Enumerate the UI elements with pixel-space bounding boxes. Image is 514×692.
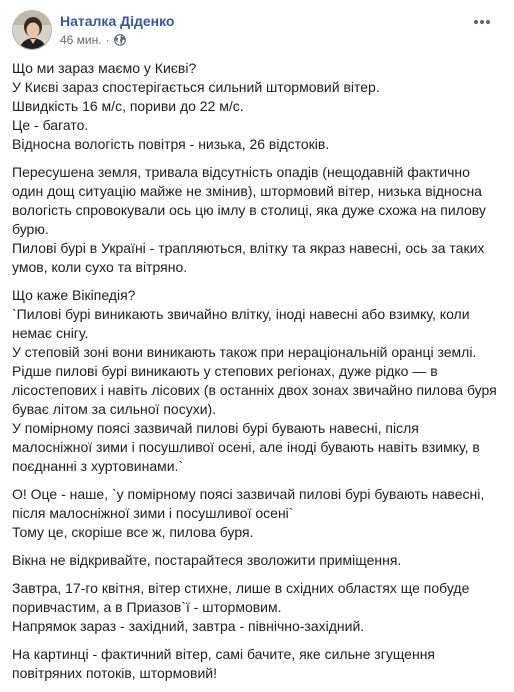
post-text-line: У степовій зоні вони виникають також при нераціональній оранці землі. [12,344,477,360]
post-text-line: вологість спровокували ось цю імлу в столиці, яка дуже схожа на пилову [12,202,486,218]
post-text-line: Рідше пилові бурі виникають у степових регіонах, дуже рідко — в [12,363,438,379]
post-text-line: Швидкість 16 м/с, пориви до 22 м/с. [12,98,244,114]
post-paragraph [12,163,506,277]
post-text-line: малосніжної зими і посушливої осені, але іноді бувають навіть взимку, в [12,439,480,455]
post-text-line: Що каже Вікіпедія? [12,287,136,303]
post-text-line: один дощ ситуацію майже не змінив), штормовий вітер, низька відносна [12,183,482,199]
post-text-line: поєднанні з хуртовинами.` [12,458,184,474]
post-text-line: умов, коли сухо та вітряно. [12,259,188,275]
post-text-line: Завтра, 17-го квітня, вітер стихне, лише в східних областях ще побуде [12,580,470,596]
post-text-line: `Пилові бурі виникають звичайно влітку, іноді навесні або взимку, коли [12,306,470,322]
post-text-line: повітряних потоків, штормовий! [12,665,217,681]
post-paragraph [12,645,506,683]
avatar-image [13,11,52,50]
more-options-icon[interactable] [470,14,494,30]
post-text-line: поривчастим, а в Приазов`ї - штормовим. [12,599,282,615]
post-paragraph [12,286,506,476]
post-text-line: Пересушена земля, тривала відсутність опадів (нещодавній фактично [12,164,470,180]
post-paragraph [12,59,506,154]
post-text-line: Це - багато. [12,117,89,133]
post-timestamp[interactable]: 46 мин. [60,33,102,47]
post-text-line: немає снігу. [12,325,89,341]
post-text-line: лісостепових і навіть лісових (в останніх двох зонах звичайно пилова буря [12,382,497,398]
post-text-line: Що ми зараз маємо у Києві? [12,60,197,76]
post-text-line: бурю. [12,221,49,237]
post-meta [60,32,126,48]
meta-separator: · [105,33,110,47]
post-text-line: буває літом за сильної посухи). [12,401,217,417]
post-text-line: Вікна не відкривайте, постарайтеся зволожити приміщення. [12,552,402,568]
post-text-line: після малосніжної зими і посушливої осені` [12,505,294,521]
post-paragraph [12,485,506,542]
post-text-line: О! Оце - наше, `у помірному поясі зазвичай пилові бурі бувають навесні, [12,486,485,502]
post-text-line: Тому це, скоріше все ж, пилова буря. [12,524,254,540]
post-body [12,59,506,692]
post-paragraph [12,579,506,636]
post-text-line: У помірному поясі зазвичай пилові бурі бувають навесні, після [12,420,419,436]
post-text-line: Напрямок зараз - західний, завтра - північно-західний. [12,618,365,634]
post-header [12,10,502,52]
globe-icon[interactable] [114,34,126,46]
post-text-line: На картинці - фактичний вітер, самі бачите, яке сильне згущення [12,646,436,662]
post-text-line: Відносна вологість повітря - низька, 26 відстоків. [12,136,330,152]
post-paragraph [12,551,506,570]
post-text-line: Пилові бурі в Україні - трапляються, влітку та якраз навесні, ось за таких [12,240,485,256]
author-name[interactable]: Наталка Діденко [60,13,175,29]
author-avatar[interactable] [12,10,52,50]
post-text-line: У Києві зараз спостерігається сильний штормовий вітер. [12,79,380,95]
